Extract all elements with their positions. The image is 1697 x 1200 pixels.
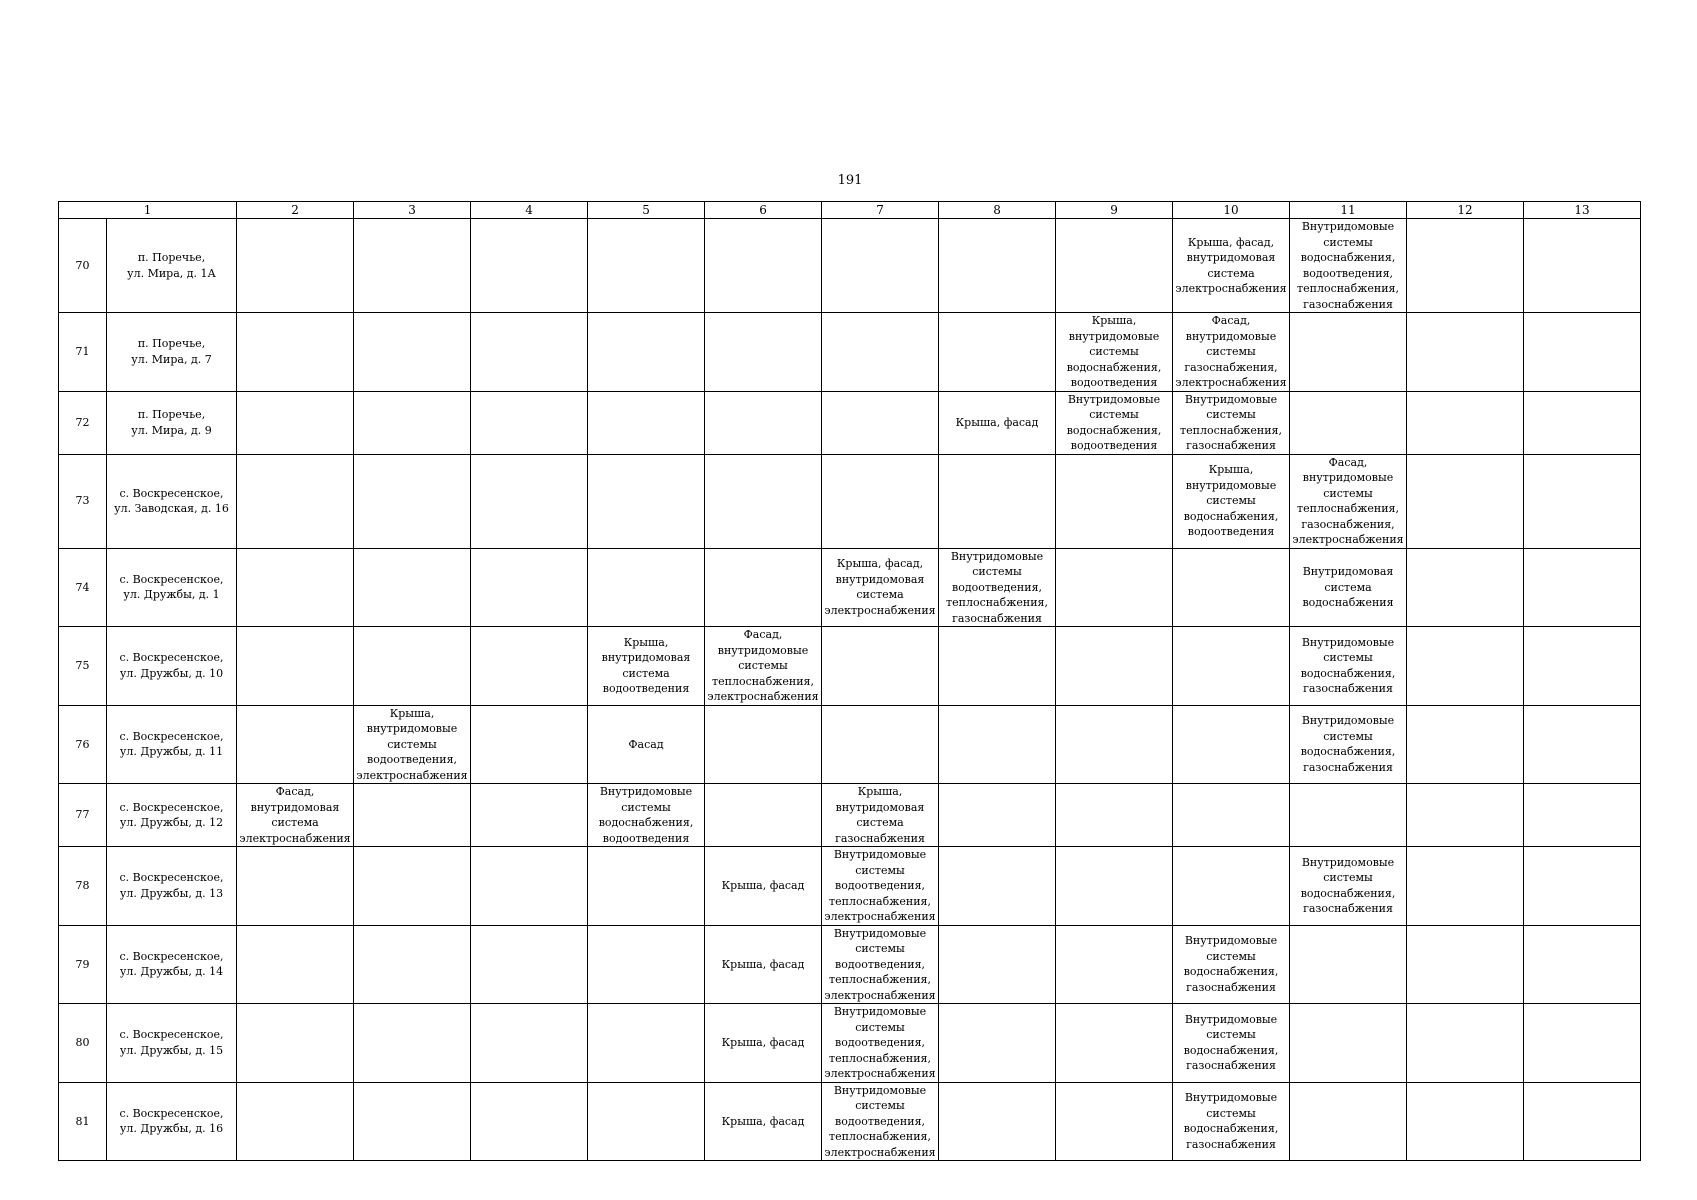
work-cell [939, 313, 1056, 392]
address-cell: п. Поречье, ул. Мира, д. 1А [107, 219, 237, 313]
work-cell [1524, 925, 1641, 1004]
work-cell [237, 925, 354, 1004]
address-cell: с. Воскресенское, ул. Дружбы, д. 12 [107, 784, 237, 847]
table-row [59, 627, 1641, 706]
header-row [59, 202, 1641, 219]
work-cell [939, 705, 1056, 784]
work-cell [471, 925, 588, 1004]
column-number-header: 2 [237, 202, 354, 219]
work-cell: Крыша, фасад, внутридомовая система электроснабжения [1173, 219, 1290, 313]
work-cell [1407, 1004, 1524, 1083]
work-cell: Внутридомовые системы водоотведения, теплоснабжения, газоснабжения [939, 548, 1056, 627]
repair-schedule-table [58, 201, 1641, 1161]
work-cell [1290, 1004, 1407, 1083]
work-cell [1524, 705, 1641, 784]
work-cell [1056, 1004, 1173, 1083]
column-number-header: 11 [1290, 202, 1407, 219]
work-cell [822, 313, 939, 392]
row-number: 72 [59, 391, 107, 454]
work-cell: Внутридомовые системы водоснабжения, водоотведения [588, 784, 705, 847]
row-number: 78 [59, 847, 107, 926]
work-cell [588, 219, 705, 313]
work-cell [588, 925, 705, 1004]
work-cell [1524, 391, 1641, 454]
work-cell [1173, 548, 1290, 627]
work-cell [1290, 925, 1407, 1004]
work-cell [354, 1082, 471, 1161]
address-cell: с. Воскресенское, ул. Дружбы, д. 15 [107, 1004, 237, 1083]
work-cell [237, 1082, 354, 1161]
work-cell [1524, 1082, 1641, 1161]
work-cell [1173, 705, 1290, 784]
work-cell [588, 1082, 705, 1161]
row-number: 74 [59, 548, 107, 627]
work-cell [354, 219, 471, 313]
work-cell [354, 313, 471, 392]
column-number-header: 12 [1407, 202, 1524, 219]
work-cell [588, 313, 705, 392]
work-cell [1056, 454, 1173, 548]
work-cell [1290, 1082, 1407, 1161]
work-cell: Внутридомовые системы водоснабжения, газоснабжения [1173, 1082, 1290, 1161]
column-number-header: 8 [939, 202, 1056, 219]
work-cell [1524, 784, 1641, 847]
work-cell: Фасад, внутридомовые системы теплоснабжения, газоснабжения, электроснабжения [1290, 454, 1407, 548]
work-cell: Крыша, внутридомовая система водоотведения [588, 627, 705, 706]
address-cell: с. Воскресенское, ул. Дружбы, д. 14 [107, 925, 237, 1004]
work-cell [1056, 627, 1173, 706]
work-cell [705, 219, 822, 313]
work-cell [354, 1004, 471, 1083]
work-cell [705, 548, 822, 627]
work-cell [1056, 784, 1173, 847]
work-cell: Внутридомовые системы водоснабжения, газоснабжения [1173, 925, 1290, 1004]
column-number-header: 9 [1056, 202, 1173, 219]
table-row [59, 1082, 1641, 1161]
work-cell [471, 391, 588, 454]
row-number: 73 [59, 454, 107, 548]
work-cell [1173, 627, 1290, 706]
column-number-header: 3 [354, 202, 471, 219]
work-cell: Крыша, фасад [705, 847, 822, 926]
address-cell: с. Воскресенское, ул. Дружбы, д. 11 [107, 705, 237, 784]
column-number-header: 13 [1524, 202, 1641, 219]
work-cell: Внутридомовые системы водоотведения, теплоснабжения, электроснабжения [822, 1004, 939, 1083]
work-cell [1407, 548, 1524, 627]
work-cell: Крыша, фасад [705, 925, 822, 1004]
table-row [59, 391, 1641, 454]
work-cell [1524, 1004, 1641, 1083]
work-cell [237, 705, 354, 784]
work-cell: Внутридомовые системы водоснабжения, газоснабжения [1290, 627, 1407, 706]
work-cell: Крыша, внутридомовые системы водоснабжения, водоотведения [1056, 313, 1173, 392]
column-number-header: 10 [1173, 202, 1290, 219]
work-cell [822, 705, 939, 784]
row-number: 70 [59, 219, 107, 313]
work-cell [1524, 627, 1641, 706]
work-cell [471, 705, 588, 784]
work-cell [471, 847, 588, 926]
work-cell [1407, 391, 1524, 454]
table-row [59, 784, 1641, 847]
work-cell [1407, 705, 1524, 784]
row-number: 75 [59, 627, 107, 706]
address-cell: с. Воскресенское, ул. Дружбы, д. 16 [107, 1082, 237, 1161]
work-cell [822, 219, 939, 313]
row-number: 76 [59, 705, 107, 784]
work-cell [354, 847, 471, 926]
page-number: 191 [837, 173, 863, 188]
table-row [59, 705, 1641, 784]
work-cell [1290, 313, 1407, 392]
table-body [59, 202, 1641, 1161]
work-cell: Внутридомовые системы теплоснабжения, газоснабжения [1173, 391, 1290, 454]
work-cell [1290, 391, 1407, 454]
work-cell [237, 1004, 354, 1083]
work-cell [939, 925, 1056, 1004]
work-cell [705, 391, 822, 454]
work-cell [705, 454, 822, 548]
address-cell: с. Воскресенское, ул. Дружбы, д. 1 [107, 548, 237, 627]
row-number: 79 [59, 925, 107, 1004]
work-cell [354, 391, 471, 454]
row-number: 81 [59, 1082, 107, 1161]
work-cell [1173, 784, 1290, 847]
work-cell: Внутридомовые системы водоотведения, теплоснабжения, электроснабжения [822, 925, 939, 1004]
work-cell [1407, 313, 1524, 392]
work-cell [822, 454, 939, 548]
work-cell [354, 784, 471, 847]
work-cell [471, 1082, 588, 1161]
work-cell [1524, 847, 1641, 926]
work-cell [1056, 1082, 1173, 1161]
work-cell: Внутридомовые системы водоотведения, теплоснабжения, электроснабжения [822, 1082, 939, 1161]
work-cell [237, 454, 354, 548]
work-cell: Фасад, внутридомовые системы теплоснабжения, электроснабжения [705, 627, 822, 706]
work-cell [354, 548, 471, 627]
table-row [59, 313, 1641, 392]
work-cell: Крыша, внутридомовые системы водоотведения, электроснабжения [354, 705, 471, 784]
table-row [59, 925, 1641, 1004]
work-cell [471, 784, 588, 847]
work-cell [1290, 784, 1407, 847]
table-row [59, 1004, 1641, 1083]
work-cell [1524, 454, 1641, 548]
work-cell [822, 391, 939, 454]
address-cell: с. Воскресенское, ул. Дружбы, д. 13 [107, 847, 237, 926]
work-cell [939, 847, 1056, 926]
work-cell: Внутридомовые системы водоотведения, теплоснабжения, электроснабжения [822, 847, 939, 926]
work-cell: Крыша, фасад [939, 391, 1056, 454]
work-cell [471, 454, 588, 548]
work-cell: Крыша, внутридомовые системы водоснабжения, водоотведения [1173, 454, 1290, 548]
row-number: 71 [59, 313, 107, 392]
work-cell [1056, 548, 1173, 627]
work-cell [1524, 219, 1641, 313]
work-cell: Фасад, внутридомовая система электроснабжения [237, 784, 354, 847]
work-cell [1407, 847, 1524, 926]
work-cell [939, 1004, 1056, 1083]
work-cell [939, 784, 1056, 847]
work-cell [471, 219, 588, 313]
address-cell: с. Воскресенское, ул. Заводская, д. 16 [107, 454, 237, 548]
work-cell: Фасад [588, 705, 705, 784]
work-cell [1524, 313, 1641, 392]
address-cell: с. Воскресенское, ул. Дружбы, д. 10 [107, 627, 237, 706]
work-cell [1407, 219, 1524, 313]
work-cell [939, 1082, 1056, 1161]
work-cell [237, 219, 354, 313]
work-cell [354, 454, 471, 548]
column-number-header: 4 [471, 202, 588, 219]
work-cell [588, 1004, 705, 1083]
work-cell: Внутридомовые системы водоснабжения, газоснабжения [1290, 847, 1407, 926]
work-cell [705, 705, 822, 784]
work-cell [588, 548, 705, 627]
work-cell [822, 627, 939, 706]
work-cell [939, 454, 1056, 548]
work-cell [471, 1004, 588, 1083]
table-row [59, 219, 1641, 313]
work-cell: Внутридомовая система водоснабжения [1290, 548, 1407, 627]
work-cell: Крыша, внутридомовая система газоснабжения [822, 784, 939, 847]
work-cell: Внутридомовые системы водоснабжения, водоотведения, теплоснабжения, газоснабжения [1290, 219, 1407, 313]
work-cell [237, 548, 354, 627]
work-cell [237, 313, 354, 392]
work-cell [1524, 548, 1641, 627]
work-cell: Внутридомовые системы водоснабжения, газоснабжения [1290, 705, 1407, 784]
work-cell [1056, 219, 1173, 313]
work-cell [588, 847, 705, 926]
row-number: 77 [59, 784, 107, 847]
work-cell [1407, 627, 1524, 706]
work-cell [1407, 925, 1524, 1004]
work-cell [471, 627, 588, 706]
work-cell [237, 391, 354, 454]
row-number: 80 [59, 1004, 107, 1083]
work-cell [354, 925, 471, 1004]
work-cell [1173, 847, 1290, 926]
address-cell: п. Поречье, ул. Мира, д. 9 [107, 391, 237, 454]
work-cell [1056, 705, 1173, 784]
work-cell [1056, 847, 1173, 926]
work-cell [588, 454, 705, 548]
work-cell [237, 627, 354, 706]
work-cell: Крыша, фасад, внутридомовая система электроснабжения [822, 548, 939, 627]
address-cell: п. Поречье, ул. Мира, д. 7 [107, 313, 237, 392]
work-cell: Крыша, фасад [705, 1082, 822, 1161]
work-cell [588, 391, 705, 454]
work-cell: Внутридомовые системы водоснабжения, водоотведения [1056, 391, 1173, 454]
column-number-header: 7 [822, 202, 939, 219]
work-cell [939, 219, 1056, 313]
work-cell [1407, 454, 1524, 548]
work-cell [471, 548, 588, 627]
column-number-header: 5 [588, 202, 705, 219]
table-row [59, 548, 1641, 627]
work-cell: Фасад, внутридомовые системы газоснабжения, электроснабжения [1173, 313, 1290, 392]
work-cell [1407, 784, 1524, 847]
work-cell [237, 847, 354, 926]
work-cell [1056, 925, 1173, 1004]
work-cell [705, 784, 822, 847]
work-cell [705, 313, 822, 392]
work-cell: Внутридомовые системы водоснабжения, газоснабжения [1173, 1004, 1290, 1083]
column-number-header: 1 [59, 202, 237, 219]
work-cell [354, 627, 471, 706]
work-cell [471, 313, 588, 392]
work-cell [939, 627, 1056, 706]
work-cell [1407, 1082, 1524, 1161]
column-number-header: 6 [705, 202, 822, 219]
table-row [59, 847, 1641, 926]
work-cell: Крыша, фасад [705, 1004, 822, 1083]
table-row [59, 454, 1641, 548]
